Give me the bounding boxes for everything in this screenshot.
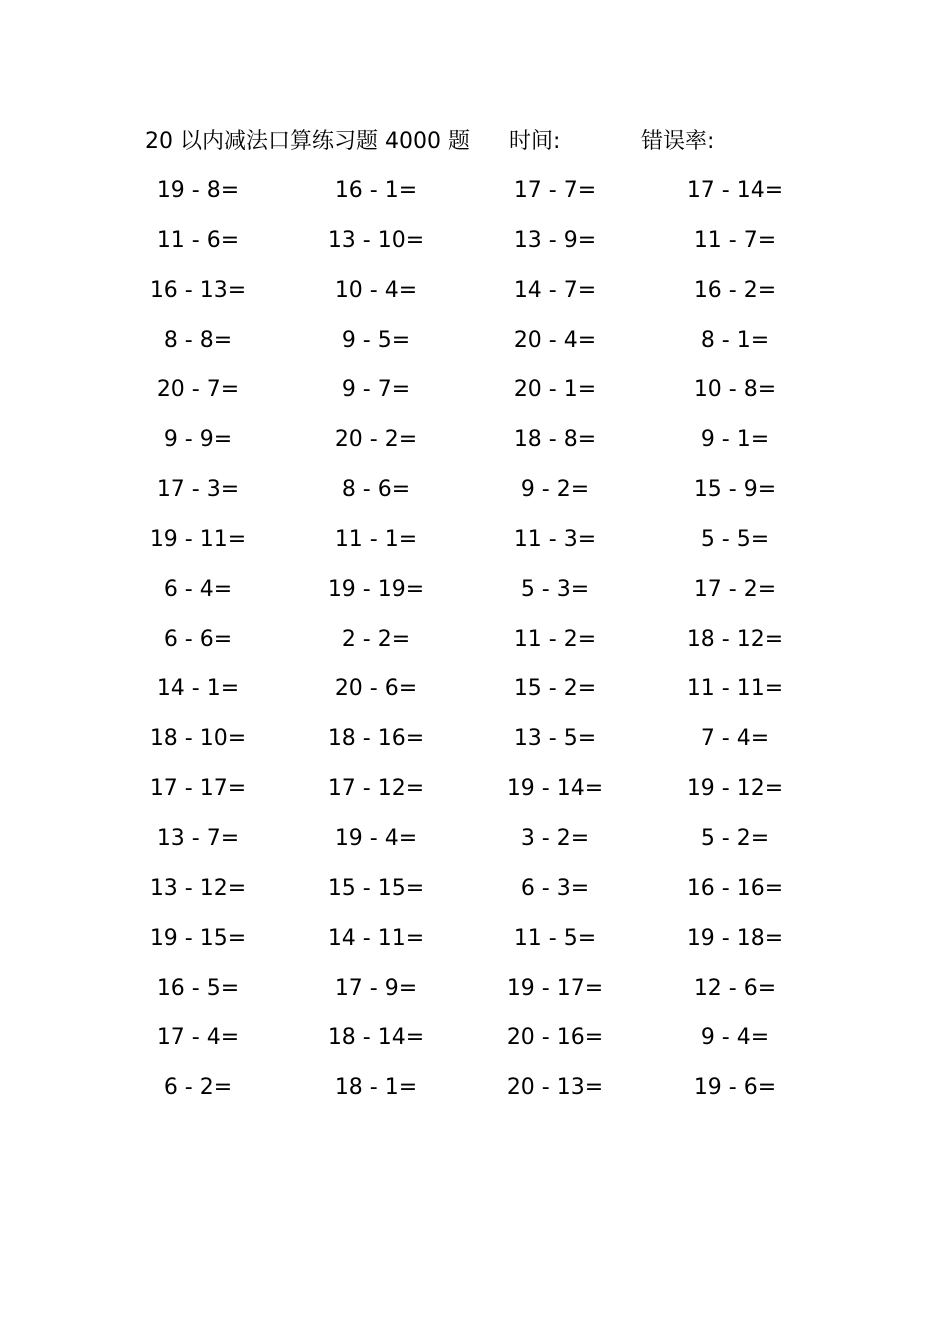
problem-row xyxy=(0,821,950,871)
problem-item: 11 - 11= xyxy=(686,676,784,702)
problem-item: 20 - 4= xyxy=(513,327,597,353)
problem-item: 10 - 4= xyxy=(334,277,418,303)
problem-item: 18 - 14= xyxy=(327,1025,425,1051)
problem-item: 17 - 14= xyxy=(686,178,784,203)
problem-item: 2 - 2= xyxy=(341,626,411,652)
problem-item: 19 - 11= xyxy=(149,526,247,552)
problem-item: 18 - 1= xyxy=(334,1075,418,1101)
problem-item: 18 - 10= xyxy=(149,726,247,752)
problem-row xyxy=(0,422,950,472)
problem-item: 16 - 16= xyxy=(686,875,784,901)
worksheet-title: 20 以内减法口算练习题 4000 题 xyxy=(145,129,470,154)
problem-item: 17 - 4= xyxy=(156,1025,240,1051)
problem-row xyxy=(0,1020,950,1070)
problem-item: 19 - 12= xyxy=(686,776,784,802)
problem-item: 10 - 8= xyxy=(693,377,777,403)
problem-item: 3 - 2= xyxy=(520,825,590,851)
problem-row xyxy=(0,671,950,721)
problem-row xyxy=(0,323,950,373)
problem-row xyxy=(0,871,950,921)
problem-row xyxy=(0,372,950,422)
problem-item: 5 - 3= xyxy=(520,576,590,602)
problem-item: 11 - 2= xyxy=(513,626,597,652)
problem-item: 14 - 11= xyxy=(327,925,425,951)
problem-item: 17 - 17= xyxy=(149,776,247,802)
problem-item: 15 - 2= xyxy=(513,676,597,702)
problem-item: 5 - 5= xyxy=(700,526,770,552)
problem-item: 6 - 3= xyxy=(520,875,590,901)
problem-item: 14 - 1= xyxy=(156,676,240,702)
problem-item: 6 - 4= xyxy=(163,576,233,602)
problem-item: 14 - 7= xyxy=(513,277,597,303)
problem-item: 8 - 1= xyxy=(700,327,770,353)
problem-item: 13 - 9= xyxy=(513,227,597,253)
problem-row xyxy=(0,771,950,821)
problem-item: 16 - 13= xyxy=(149,277,247,303)
problem-item: 19 - 6= xyxy=(693,1075,777,1101)
problem-row xyxy=(0,522,950,572)
problem-item: 13 - 12= xyxy=(149,875,247,901)
problem-item: 18 - 12= xyxy=(686,626,784,652)
problem-item: 17 - 3= xyxy=(156,477,240,503)
problem-item: 13 - 5= xyxy=(513,726,597,752)
problem-row xyxy=(0,721,950,771)
problem-item: 17 - 2= xyxy=(693,576,777,602)
problem-row xyxy=(0,572,950,622)
problem-item: 9 - 5= xyxy=(341,327,411,353)
problem-item: 13 - 10= xyxy=(327,227,425,253)
problem-item: 8 - 6= xyxy=(341,477,411,503)
problem-item: 17 - 9= xyxy=(334,975,418,1001)
problem-item: 9 - 4= xyxy=(700,1025,770,1051)
problem-item: 11 - 7= xyxy=(693,227,777,253)
worksheet-header xyxy=(145,124,845,160)
problem-item: 19 - 17= xyxy=(506,975,604,1001)
problem-item: 20 - 2= xyxy=(334,427,418,453)
problem-item: 20 - 7= xyxy=(156,377,240,403)
problem-item: 16 - 1= xyxy=(334,178,418,203)
problem-row xyxy=(0,1070,950,1120)
problem-item: 9 - 2= xyxy=(520,477,590,503)
problem-item: 6 - 2= xyxy=(163,1075,233,1101)
problem-item: 9 - 7= xyxy=(341,377,411,403)
problem-item: 19 - 14= xyxy=(506,776,604,802)
problem-item: 19 - 18= xyxy=(686,925,784,951)
problem-item: 11 - 1= xyxy=(334,526,418,552)
problem-item: 18 - 16= xyxy=(327,726,425,752)
problem-item: 6 - 6= xyxy=(163,626,233,652)
problem-item: 16 - 2= xyxy=(693,277,777,303)
problem-item: 13 - 7= xyxy=(156,825,240,851)
problem-item: 20 - 6= xyxy=(334,676,418,702)
problem-row xyxy=(0,622,950,672)
problem-item: 20 - 16= xyxy=(506,1025,604,1051)
problem-grid xyxy=(0,173,950,1120)
problem-item: 20 - 1= xyxy=(513,377,597,403)
problem-item: 9 - 1= xyxy=(700,427,770,453)
error-rate-label: 错误率: xyxy=(641,129,715,154)
problem-item: 19 - 8= xyxy=(156,178,240,203)
problem-item: 17 - 7= xyxy=(513,178,597,203)
time-label: 时间: xyxy=(509,129,561,154)
problem-item: 19 - 15= xyxy=(149,925,247,951)
problem-item: 11 - 5= xyxy=(513,925,597,951)
problem-row xyxy=(0,921,950,971)
problem-item: 18 - 8= xyxy=(513,427,597,453)
problem-item: 12 - 6= xyxy=(693,975,777,1001)
problem-item: 5 - 2= xyxy=(700,825,770,851)
problem-item: 19 - 4= xyxy=(334,825,418,851)
problem-item: 8 - 8= xyxy=(163,327,233,353)
problem-item: 7 - 4= xyxy=(700,726,770,752)
problem-row xyxy=(0,223,950,273)
problem-item: 16 - 5= xyxy=(156,975,240,1001)
problem-item: 11 - 3= xyxy=(513,526,597,552)
problem-item: 15 - 15= xyxy=(327,875,425,901)
problem-row xyxy=(0,971,950,1021)
problem-item: 15 - 9= xyxy=(693,477,777,503)
problem-item: 17 - 12= xyxy=(327,776,425,802)
problem-row xyxy=(0,472,950,522)
problem-item: 9 - 9= xyxy=(163,427,233,453)
problem-row xyxy=(0,273,950,323)
problem-item: 11 - 6= xyxy=(156,227,240,253)
problem-item: 19 - 19= xyxy=(327,576,425,602)
problem-item: 20 - 13= xyxy=(506,1075,604,1101)
problem-row xyxy=(0,173,950,223)
